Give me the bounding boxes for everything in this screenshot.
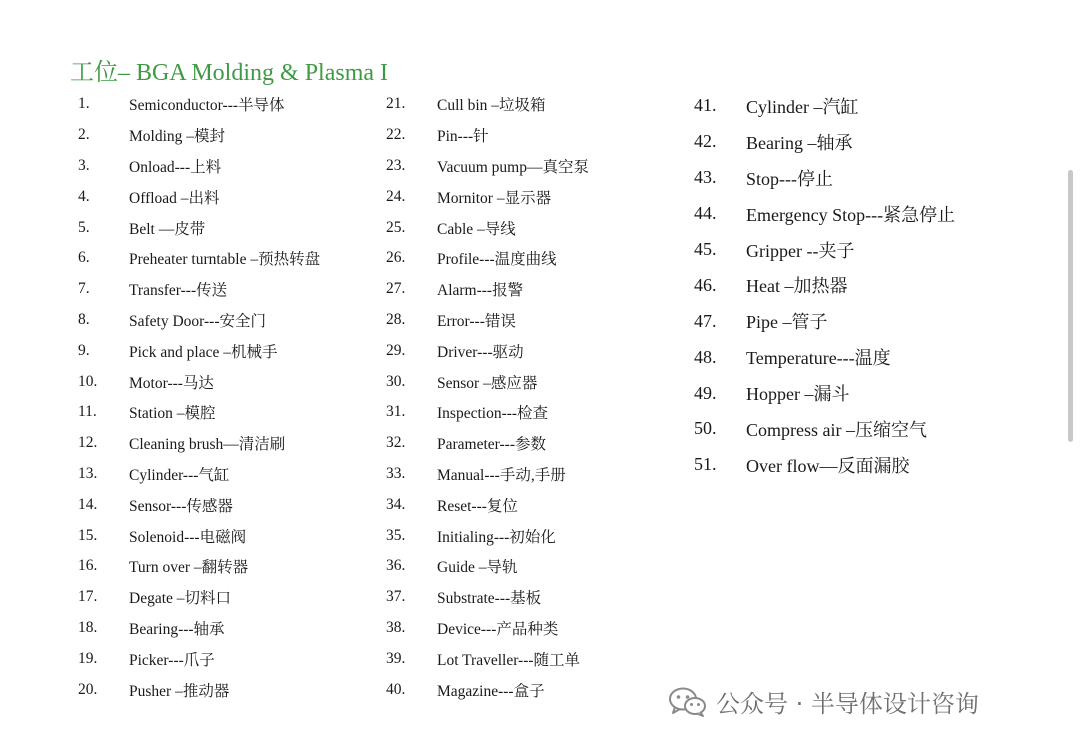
list-item [386, 582, 589, 613]
item-number: 27. [386, 280, 406, 298]
list-item [694, 124, 955, 160]
item-number: 8. [78, 310, 90, 328]
list-item [386, 151, 589, 182]
item-term: Heat –加热器 [746, 276, 848, 297]
list-item [78, 243, 320, 274]
item-number: 17. [78, 588, 98, 606]
list-item [78, 305, 320, 336]
watermark-text: 公众号 · 半导体设计咨询 [716, 690, 979, 718]
item-number: 29. [386, 341, 406, 359]
list-item [386, 181, 589, 212]
item-number: 38. [386, 618, 406, 636]
item-term: Gripper --夹子 [746, 240, 855, 261]
item-number: 11. [78, 403, 97, 421]
item-number: 48. [694, 346, 717, 367]
watermark [668, 684, 979, 719]
list-item [386, 305, 589, 336]
list-item [386, 243, 589, 274]
list-item [694, 411, 955, 447]
item-term: Alarm---报警 [437, 282, 524, 300]
item-number: 25. [386, 218, 406, 236]
item-term: Cable –导线 [437, 220, 516, 238]
list-item [78, 428, 320, 459]
item-term: Cylinder –汽缸 [746, 96, 859, 117]
item-number: 5. [78, 218, 90, 236]
list-item [78, 335, 320, 366]
item-term: Motor---马达 [129, 374, 214, 392]
item-term: Solenoid---电磁阀 [129, 528, 247, 546]
item-number: 13. [78, 464, 98, 482]
item-term: Vacuum pump—真空泵 [437, 158, 589, 176]
item-number: 6. [78, 249, 90, 267]
item-number: 18. [78, 618, 98, 636]
list-item [386, 428, 589, 459]
item-number: 51. [694, 454, 717, 475]
item-term: Pusher –推动器 [129, 682, 230, 700]
item-term: Inspection---检查 [437, 405, 549, 423]
item-number: 3. [78, 156, 90, 174]
item-term: Degate –切料口 [129, 590, 232, 608]
wechat-icon [668, 686, 708, 718]
list-item [78, 212, 320, 243]
list-item [78, 181, 320, 212]
item-number: 41. [694, 95, 717, 116]
item-term: Manual---手动,手册 [437, 466, 566, 484]
list-item [78, 120, 320, 151]
item-term: Substrate---基板 [437, 590, 542, 608]
item-term: Safety Door---安全门 [129, 312, 267, 330]
item-number: 2. [78, 126, 90, 144]
term-list-column-1 [78, 89, 320, 705]
item-number: 12. [78, 434, 98, 452]
item-term: Error---错误 [437, 312, 516, 330]
item-term: Device---产品种类 [437, 620, 559, 638]
item-term: Initialing---初始化 [437, 528, 556, 546]
item-term: Mornitor –显示器 [437, 189, 552, 207]
item-number: 30. [386, 372, 406, 390]
item-number: 44. [694, 203, 717, 224]
list-item [78, 643, 320, 674]
term-list-column-3 [694, 88, 955, 483]
item-term: Hopper –漏斗 [746, 384, 850, 405]
item-term: Bearing –轴承 [746, 132, 853, 153]
list-item [386, 674, 589, 705]
list-item [386, 520, 589, 551]
item-term: Turn over –翻转器 [129, 559, 249, 577]
list-item [386, 212, 589, 243]
list-item [78, 151, 320, 182]
item-number: 45. [694, 239, 717, 259]
item-number: 46. [694, 274, 717, 295]
item-number: 34. [386, 495, 406, 513]
item-term: Sensor –感应器 [437, 374, 538, 392]
item-term: Cylinder---气缸 [129, 466, 230, 484]
list-item [386, 613, 589, 644]
item-number: 47. [694, 310, 717, 331]
list-item [78, 520, 320, 551]
item-number: 50. [694, 418, 717, 439]
item-number: 49. [694, 382, 717, 403]
item-term: Temperature---温度 [746, 348, 891, 369]
item-number: 35. [386, 526, 406, 544]
list-item [386, 489, 589, 520]
item-number: 20. [78, 680, 98, 698]
list-item [78, 397, 320, 428]
item-term: Driver---驱动 [437, 343, 524, 361]
list-item [78, 366, 320, 397]
item-number: 36. [386, 557, 406, 575]
list-item [386, 366, 589, 397]
item-term: Sensor---传感器 [129, 497, 233, 515]
item-term: Molding –模封 [129, 128, 226, 146]
list-item [386, 89, 589, 120]
list-item [386, 459, 589, 490]
item-number: 21. [386, 95, 406, 113]
item-term: Profile---温度曲线 [437, 251, 557, 269]
item-number: 24. [386, 187, 406, 205]
item-number: 16. [78, 557, 98, 575]
item-term: Station –模腔 [129, 405, 216, 423]
list-item [694, 267, 955, 303]
item-term: Lot Traveller---随工单 [437, 651, 581, 669]
item-number: 14. [78, 495, 98, 513]
item-term: Guide –导轨 [437, 559, 518, 577]
list-item [78, 674, 320, 705]
term-list-column-2 [386, 89, 589, 705]
item-number: 32. [386, 434, 406, 452]
item-number: 9. [78, 341, 90, 359]
list-item [386, 120, 589, 151]
item-number: 31. [386, 403, 406, 421]
item-term: Cull bin –垃圾箱 [437, 97, 546, 115]
item-number: 23. [386, 156, 406, 174]
list-item [78, 582, 320, 613]
item-term: Emergency Stop---紧急停止 [746, 204, 956, 225]
list-item [694, 375, 955, 411]
item-number: 42. [694, 131, 717, 152]
item-term: Cleaning brush—清洁刷 [129, 436, 286, 454]
item-number: 43. [694, 167, 717, 188]
item-number: 40. [386, 680, 406, 698]
item-term: Reset---复位 [437, 497, 518, 515]
list-item [694, 447, 955, 483]
item-term: Over flow—反面漏胶 [746, 455, 910, 476]
item-number: 28. [386, 310, 406, 328]
list-item [694, 160, 955, 196]
list-item [386, 643, 589, 674]
item-term: Pick and place –机械手 [129, 343, 278, 361]
item-term: Bearing---轴承 [129, 620, 225, 638]
item-term: Transfer---传送 [129, 282, 228, 300]
page-title: 工位– BGA Molding & Plasma I [70, 60, 389, 86]
item-term: Parameter---参数 [437, 436, 546, 454]
item-term: Preheater turntable –预热转盘 [129, 251, 321, 269]
item-term: Belt —皮带 [129, 220, 206, 238]
list-item [386, 335, 589, 366]
list-item [78, 89, 320, 120]
list-item [78, 551, 320, 582]
list-item [78, 613, 320, 644]
item-number: 15. [78, 526, 98, 544]
item-term: Semiconductor---半导体 [129, 97, 285, 115]
item-number: 1. [78, 95, 90, 113]
item-term: Onload---上料 [129, 158, 222, 176]
item-number: 26. [386, 249, 406, 267]
vertical-scrollbar[interactable] [1068, 170, 1073, 442]
item-number: 37. [386, 588, 406, 606]
item-term: Offload –出料 [129, 189, 220, 207]
list-item [694, 339, 955, 375]
list-item [386, 397, 589, 428]
item-number: 4. [78, 187, 90, 205]
list-item [694, 303, 955, 339]
list-item [78, 459, 320, 490]
list-item [694, 196, 955, 232]
item-number: 33. [386, 464, 406, 482]
list-item [78, 274, 320, 305]
list-item [78, 489, 320, 520]
item-term: Magazine---盒子 [437, 682, 545, 700]
item-number: 22. [386, 126, 406, 144]
list-item [386, 274, 589, 305]
item-term: Stop---停止 [746, 168, 833, 189]
list-item [694, 88, 955, 124]
item-term: Pipe –管子 [746, 312, 828, 333]
item-term: Picker---爪子 [129, 651, 215, 669]
item-number: 10. [78, 372, 98, 390]
list-item [386, 551, 589, 582]
item-term: Compress air –压缩空气 [746, 419, 927, 440]
list-item [694, 232, 955, 268]
item-number: 19. [78, 649, 98, 667]
item-number: 39. [386, 649, 406, 667]
item-term: Pin---针 [437, 128, 489, 146]
item-number: 7. [78, 280, 90, 298]
